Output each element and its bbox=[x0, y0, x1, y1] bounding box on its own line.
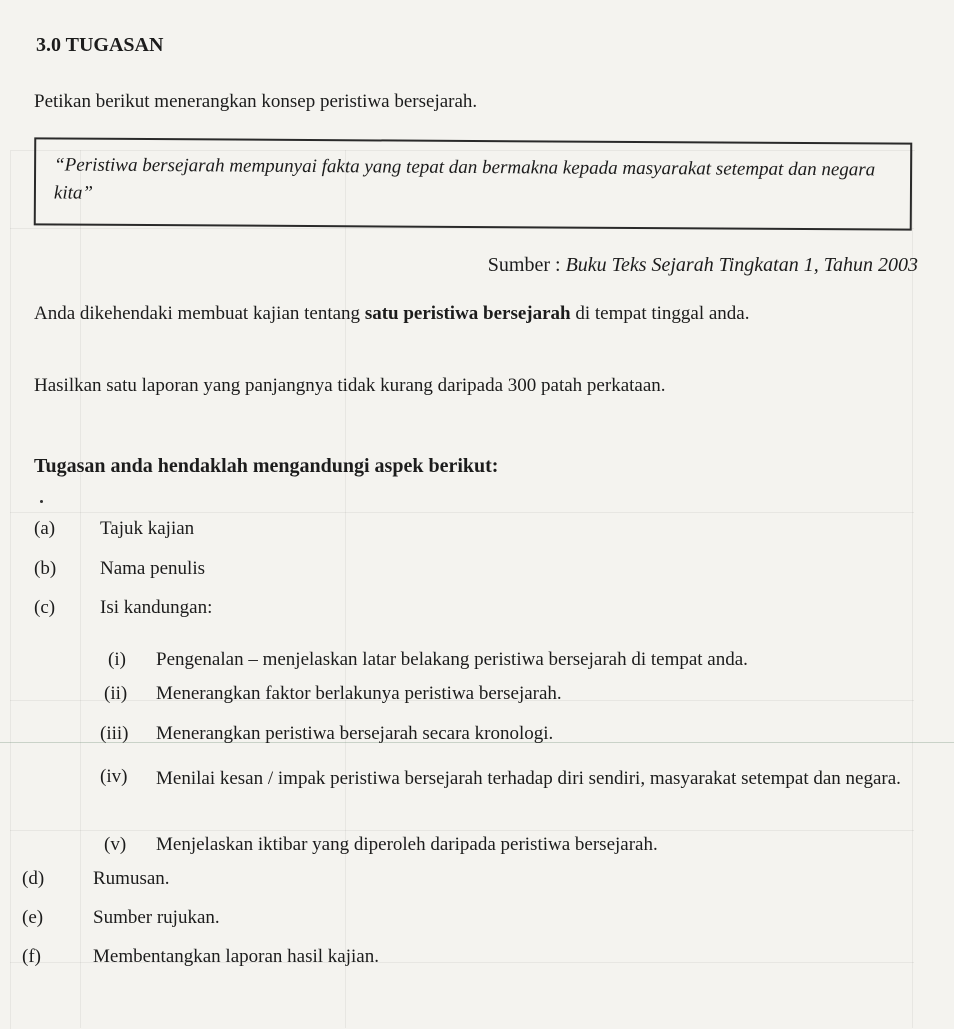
instruction-text-end: di tempat tinggal anda. bbox=[570, 303, 750, 324]
subitem-label: (iii) bbox=[100, 723, 129, 744]
subitem-text: Menjelaskan iktibar yang diperoleh daripada peristiwa bersejarah. bbox=[156, 834, 658, 855]
item-label: (d) bbox=[22, 868, 45, 889]
instruction-bold: satu peristiwa bersejarah bbox=[364, 303, 571, 324]
item-text: Membentangkan laporan hasil kajian. bbox=[93, 946, 379, 967]
bleed-through-line bbox=[912, 150, 913, 1028]
bleed-through-line bbox=[10, 830, 914, 831]
subitem-text: Menerangkan peristiwa bersejarah secara kronologi. bbox=[156, 723, 554, 744]
item-label: (b) bbox=[34, 558, 57, 579]
item-label: (c) bbox=[34, 597, 56, 618]
intro-line: Petikan berikut menerangkan konsep peristiwa bersejarah. bbox=[34, 91, 478, 112]
item-text: Isi kandungan: bbox=[100, 597, 213, 618]
subitem-text: Menilai kesan / impak peristiwa bersejarah terhadap diri sendiri, masyarakat setempat dan negara. bbox=[156, 768, 901, 789]
item-label: (e) bbox=[22, 907, 44, 928]
subitem-label: (i) bbox=[108, 649, 126, 670]
source-title: Buku Teks Sejarah Tingkatan 1, Tahun 2003 bbox=[565, 254, 918, 276]
subitem-label: (iv) bbox=[100, 766, 128, 787]
bleed-through-line bbox=[345, 150, 346, 1028]
item-text: Tajuk kajian bbox=[100, 518, 195, 539]
bleed-through-line bbox=[80, 150, 81, 1028]
source-citation bbox=[488, 254, 918, 277]
instruction-text: Anda dikehendaki membuat kajian tentang bbox=[34, 303, 365, 324]
bleed-through-table bbox=[10, 150, 915, 1029]
subitem-text: Menerangkan faktor berlakunya peristiwa bersejarah. bbox=[156, 683, 562, 704]
quote-box bbox=[34, 137, 913, 230]
instruction-paragraph bbox=[34, 302, 916, 326]
item-text: Sumber rujukan. bbox=[93, 907, 220, 928]
speck bbox=[40, 500, 43, 503]
subitem-label: (ii) bbox=[104, 683, 128, 704]
aspects-heading: Tugasan anda hendaklah mengandungi aspek berikut: bbox=[34, 455, 499, 477]
bleed-through-line bbox=[10, 512, 914, 513]
section-title: 3.0 TUGASAN bbox=[36, 34, 164, 56]
subitem-label: (v) bbox=[104, 834, 127, 855]
item-text: Nama penulis bbox=[100, 558, 206, 579]
item-label: (f) bbox=[22, 946, 41, 967]
length-requirement: Hasilkan satu laporan yang panjangnya tidak kurang daripada 300 patah perkataan. bbox=[34, 375, 666, 396]
subitem-text: Pengenalan – menjelaskan latar belakang peristiwa bersejarah di tempat anda. bbox=[156, 649, 748, 670]
item-label: (a) bbox=[34, 518, 56, 539]
source-prefix: Sumber : bbox=[487, 254, 561, 276]
quote-text: “Peristiwa bersejarah mempunyai fakta yang tepat dan bermakna kepada masyarakat setempat dan negara kita” bbox=[53, 154, 876, 204]
item-text: Rumusan. bbox=[93, 868, 170, 889]
